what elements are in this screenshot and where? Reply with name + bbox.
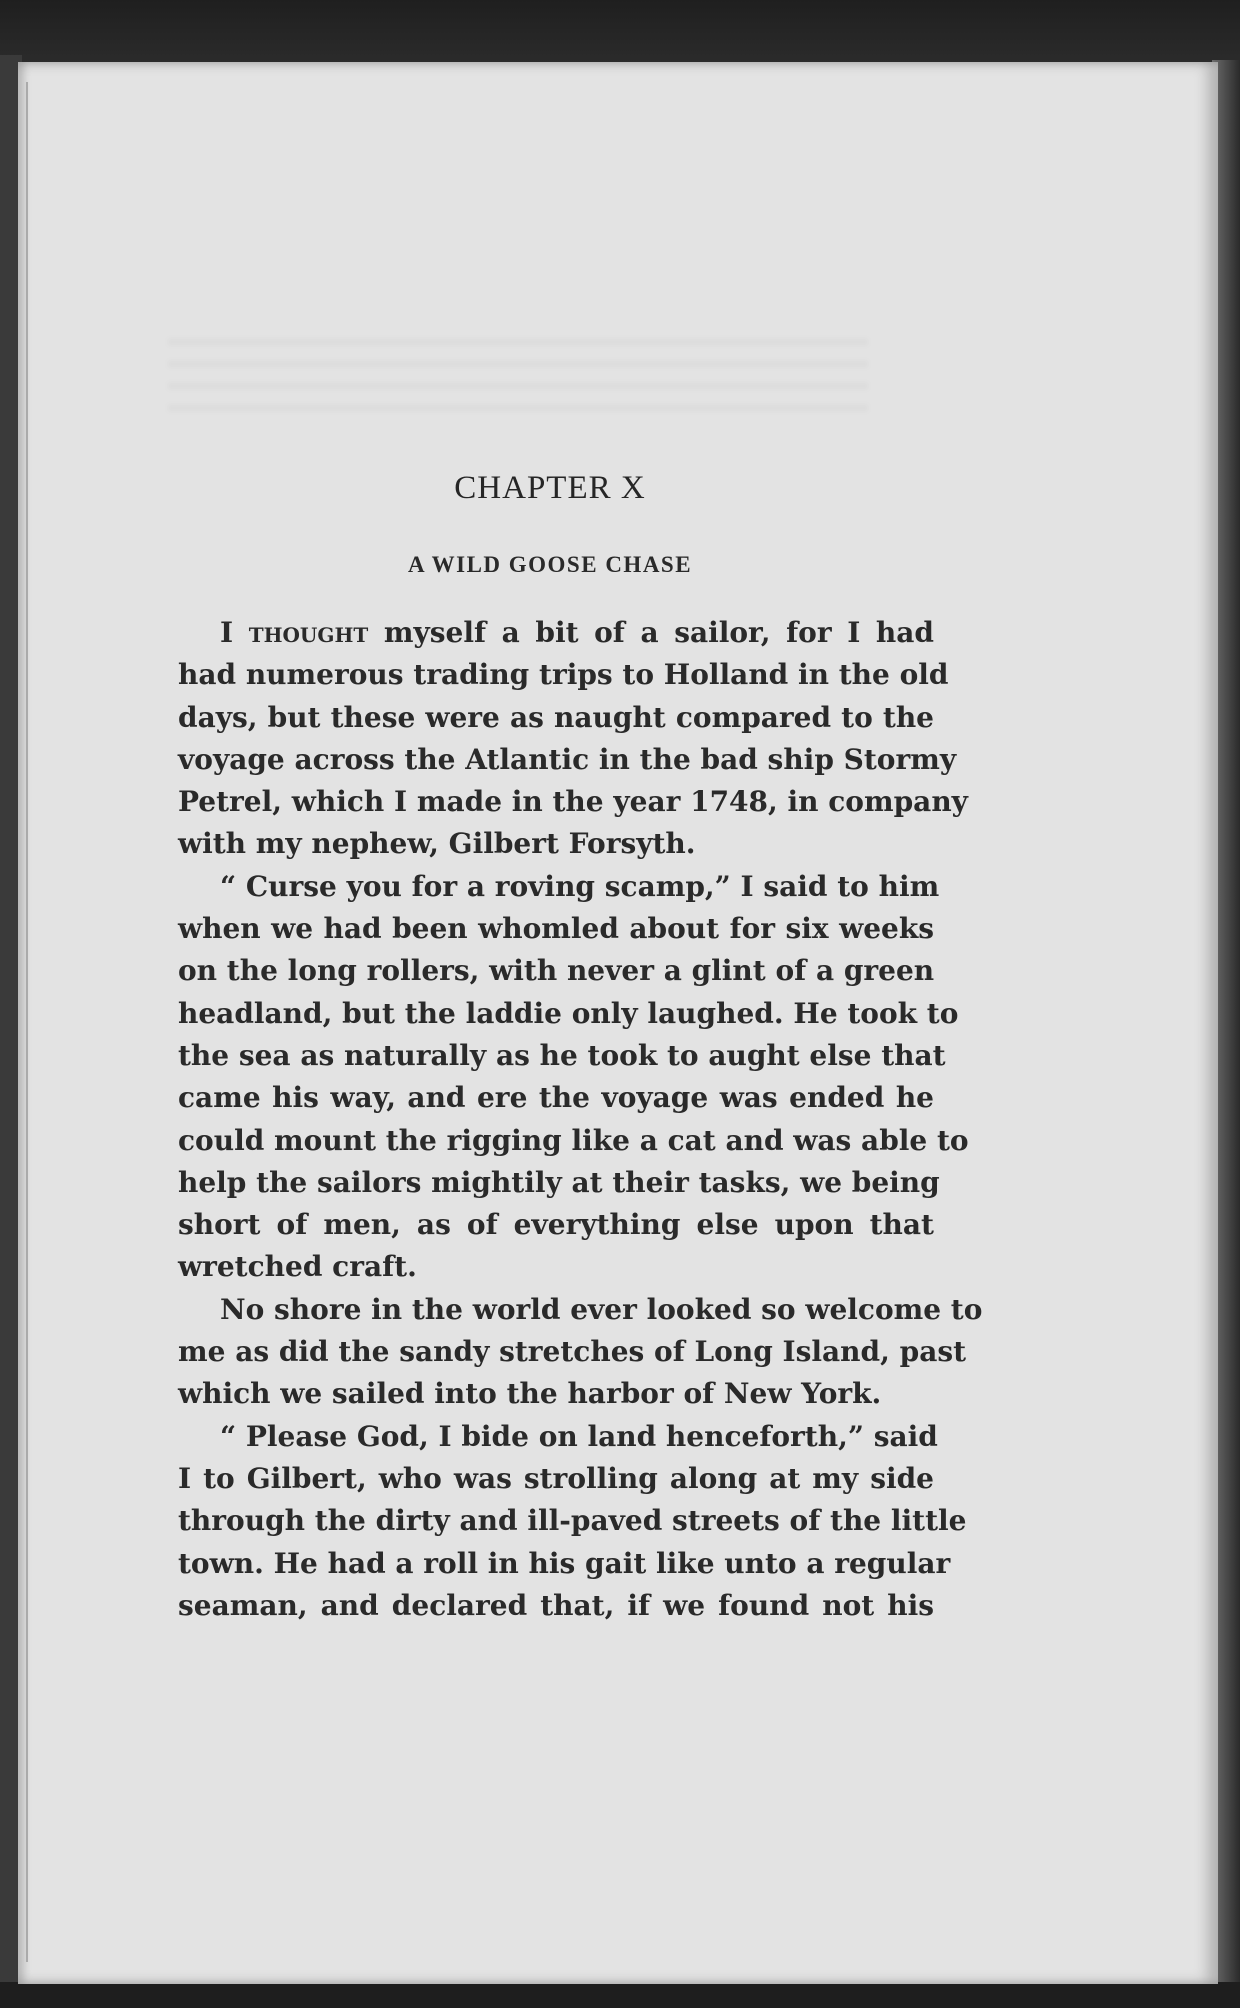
text-line: short of men, as of everything else upon that [178,1208,934,1242]
text-line: headland, but the laddie only laughed. He took to [178,996,959,1030]
text-line: Petrel, which I made in the year 1748, in company [178,785,968,819]
text-line: voyage across the Atlantic in the bad ship Stormy [178,742,957,776]
text-line: I thought myself a bit of a sailor, for I had [220,616,934,649]
text-line: could mount the rigging like a cat and was able to [178,1123,969,1157]
text-line: had numerous trading trips to Holland in the old [178,658,949,692]
text-line: on the long rollers, with never a glint of a green [178,954,935,988]
drop-word: I [220,616,234,649]
text-line: days, but these were as naught compared to the [178,700,934,734]
text-line: “ Curse you for a roving scamp,” I said to him [220,869,940,903]
text-line: which we sailed into the harbor of New York. [178,1377,882,1411]
paragraph [178,866,969,1289]
text-line: No shore in the world ever looked so welcome to [220,1292,983,1326]
paragraph [178,1416,967,1627]
text-line: me as did the sandy stretches of Long Island, past [178,1335,967,1369]
text-line: seaman, and declared that, if we found not his [178,1588,934,1622]
scan-top-border [0,0,1240,68]
text-line: the sea as naturally as he took to aught else that [178,1038,946,1072]
paragraph [178,1289,983,1416]
paragraph [178,612,968,866]
chapter-subtitle: A WILD GOOSE CHASE [407,552,693,577]
text-line: “ Please God, I bide on land henceforth,” said [220,1419,938,1453]
text-line: wretched craft. [178,1250,417,1284]
scan-bottom-border [0,1982,1240,2008]
text-line: when we had been whomled about for six weeks [178,912,934,946]
page-gutter-line [26,82,28,1962]
text-line: through the dirty and ill-paved streets of the little [178,1504,967,1538]
chapter-title: CHAPTER X [454,470,646,506]
text-line: with my nephew, Gilbert Forsyth. [178,827,696,861]
small-caps-word: thought [248,616,369,649]
text-line: came his way, and ere the voyage was ended he [178,1081,934,1115]
text-line: help the sailors mightily at their tasks, we being [178,1165,940,1199]
bleed-through-shadow [168,332,868,412]
chapter-body [178,612,983,1627]
text-line: town. He had a roll in his gait like unto a regular [178,1546,951,1580]
text-line: I to Gilbert, who was strolling along at my side [178,1461,934,1495]
